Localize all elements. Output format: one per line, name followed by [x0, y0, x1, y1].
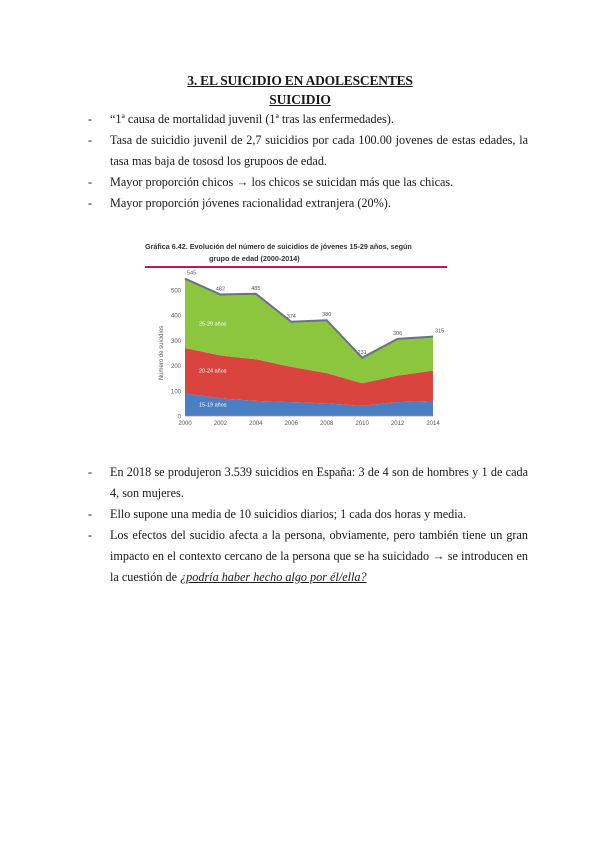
list-item: [88, 172, 528, 193]
list-item-text: En 2018 se produjeron 3.539 suicidios en España: 3 de 4 son de hombres y 1 de cada 4, son mujeres.: [110, 465, 528, 500]
total-data-label: 380: [322, 312, 332, 319]
list-item: [88, 109, 528, 130]
section-subtitle: SUICIDIO: [269, 92, 331, 107]
total-data-label: 374: [286, 313, 296, 320]
list-item-text: Mayor proporción chicos → los chicos se suicidan más que las chicas.: [110, 175, 454, 189]
bullet-dash: -: [88, 465, 93, 479]
series-label: 25-29 años: [199, 321, 227, 328]
x-tick-label: 2012: [390, 421, 405, 427]
y-tick-label: 0: [177, 414, 181, 421]
chart-figure: [141, 240, 451, 430]
x-tick-label: 2004: [249, 421, 263, 427]
bullet-dash: -: [88, 196, 93, 210]
figure-caption: Gráfica 6.42. Evolución del número de suicidios de jóvenes 15-29 años, según: [145, 242, 412, 251]
list-item: [88, 525, 528, 588]
total-data-label: 315: [435, 328, 445, 335]
y-tick-label: 300: [170, 338, 181, 345]
figure-caption-line2: grupo de edad (2000-2014): [209, 254, 300, 263]
bullet-dash: -: [88, 112, 93, 126]
x-tick-label: 2002: [213, 421, 228, 427]
bullet-dash: -: [88, 507, 93, 521]
series-label: 20-24 años: [199, 368, 227, 375]
x-tick-label: 2008: [320, 421, 334, 427]
y-tick-label: 200: [170, 364, 181, 371]
total-data-label: 482: [215, 286, 226, 293]
y-tick-label: 100: [170, 389, 181, 396]
section-title: 3. EL SUICIDIO EN ADOLESCENTES: [187, 73, 413, 88]
bullet-dash: -: [88, 133, 93, 147]
total-data-label: 485: [251, 285, 261, 292]
list-item-text: “1ª causa de mortalidad juvenil (1ª tras las enfermedades).: [110, 112, 394, 126]
x-tick-label: 2010: [355, 421, 369, 427]
list-item: [88, 193, 528, 214]
list-item: [88, 130, 528, 172]
area-chart: [141, 240, 451, 430]
bullet-dash: -: [88, 175, 93, 189]
total-data-label: 306: [392, 330, 403, 337]
y-axis-label: Número de suicidios: [159, 325, 165, 381]
list-item-text: Tasa de suicidio juvenil de 2,7 suicidios por cada 100.00 jovenes de estas edades, la tasa mas baja de tososd los grupoos de edad.: [110, 133, 528, 168]
list-item-text: Ello supone una media de 10 suicidios diarios; 1 cada dos horas y media.: [110, 507, 467, 521]
list-item: [88, 504, 528, 525]
y-tick-label: 500: [170, 288, 181, 295]
bullet-list-top: [88, 109, 528, 214]
bullet-dash: -: [88, 528, 93, 542]
total-data-label: 231: [357, 349, 367, 356]
x-tick-label: 2000: [178, 421, 192, 427]
x-tick-label: 2014: [426, 421, 440, 427]
list-item-text: Los efectos del sucidio afecta a la persona, obviamente, pero también tiene un gran impacto en el contexto cercano de la persona que se ha suicidado → se introducen en la cuestión de: [110, 528, 528, 584]
y-tick-label: 400: [170, 313, 181, 320]
x-tick-label: 2006: [284, 421, 298, 427]
bullet-list-bottom: [88, 462, 528, 588]
emphasis-question: ¿podría haber hecho algo por él/ella?: [180, 570, 367, 584]
series-label: 15-19 años: [199, 402, 227, 409]
list-item-text: Mayor proporción jóvenes racionalidad extranjera (20%).: [110, 196, 391, 210]
total-data-label: 545: [187, 270, 197, 277]
list-item: [88, 462, 528, 504]
